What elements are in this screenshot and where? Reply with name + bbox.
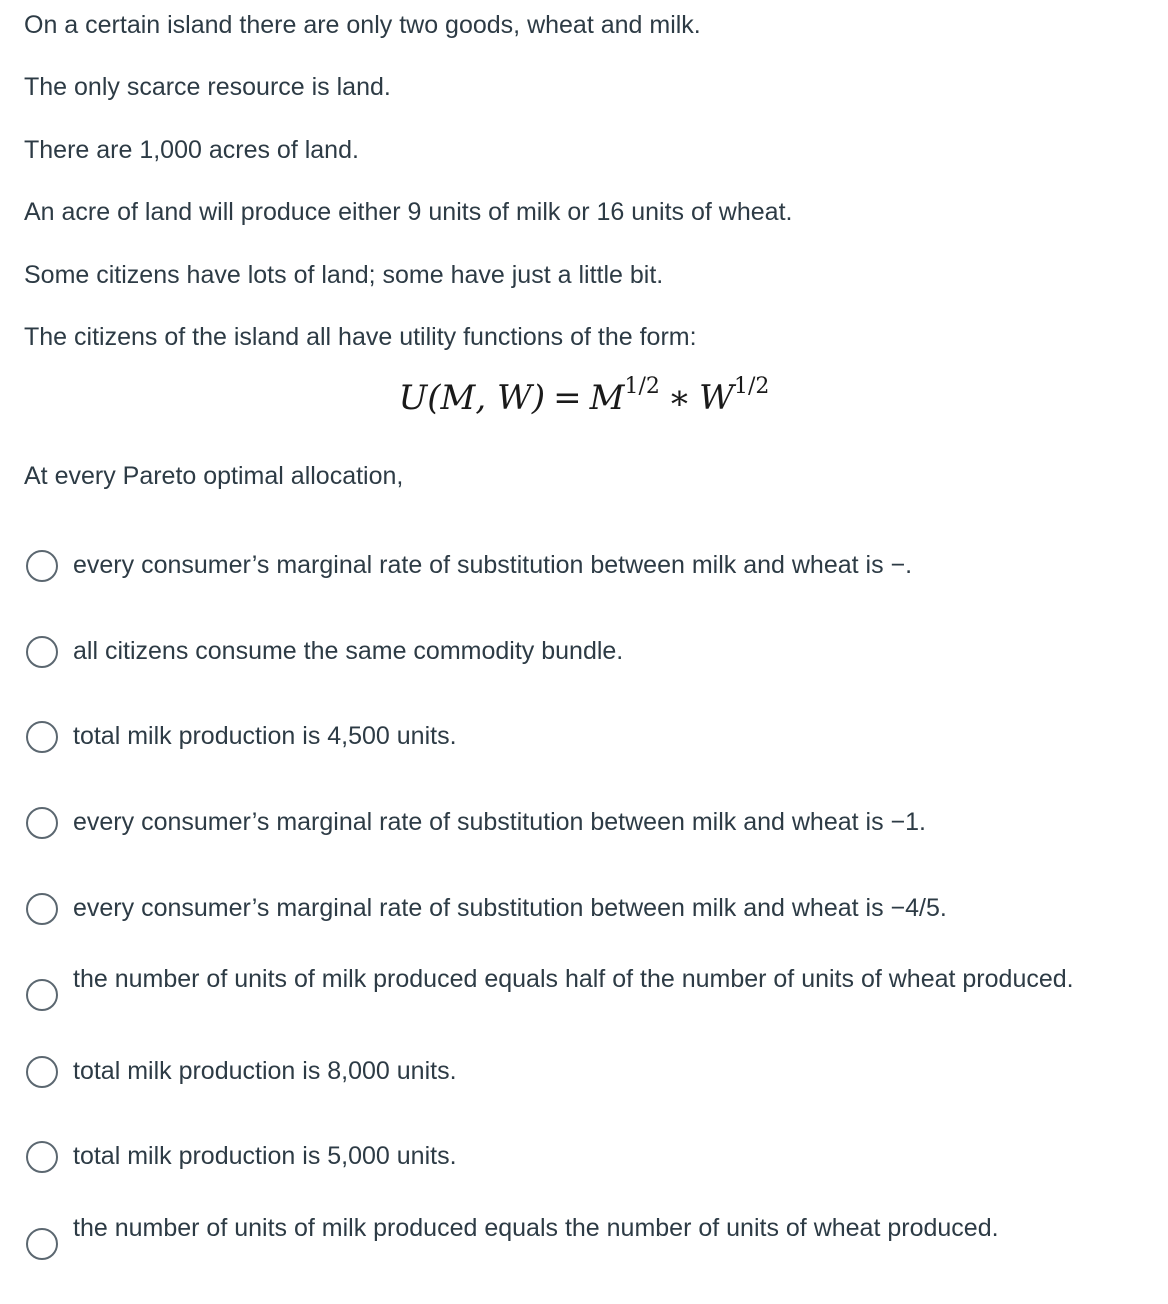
- formula-lhs: U(M, W): [398, 378, 546, 418]
- answer-option-8[interactable]: [26, 1139, 1116, 1173]
- formula-exponent-w: 1/2: [733, 374, 770, 399]
- question-paragraph: On a certain island there are only two goods, wheat and milk.: [24, 11, 701, 39]
- question-paragraph: The only scarce resource is land.: [24, 73, 391, 101]
- answer-label: total milk production is 4,500 units.: [73, 722, 457, 750]
- radio-button[interactable]: [26, 721, 58, 753]
- formula-base-w: W: [699, 378, 734, 418]
- answer-label: every consumer’s marginal rate of substitution between milk and wheat is −.: [73, 551, 913, 579]
- answer-label: the number of units of milk produced equals half of the number of units of wheat produced.: [73, 965, 1074, 993]
- question-paragraph: An acre of land will produce either 9 units of milk or 16 units of wheat.: [24, 198, 793, 226]
- radio-button[interactable]: [26, 1056, 58, 1088]
- question-paragraph: There are 1,000 acres of land.: [24, 136, 359, 164]
- radio-button[interactable]: [26, 807, 58, 839]
- answer-option-4[interactable]: [26, 805, 1116, 839]
- answer-option-2[interactable]: [26, 634, 1116, 668]
- radio-button[interactable]: [26, 636, 58, 668]
- answer-option-7[interactable]: [26, 1054, 1116, 1088]
- question-paragraph: Some citizens have lots of land; some have just a little bit.: [24, 261, 664, 289]
- answer-option-9[interactable]: [26, 1211, 1116, 1260]
- answer-label: the number of units of milk produced equals the number of units of wheat produced.: [73, 1214, 999, 1242]
- formula-equals: =: [553, 378, 582, 418]
- formula-base-m: M: [589, 378, 625, 418]
- radio-button[interactable]: [26, 1228, 58, 1260]
- answer-option-5[interactable]: [26, 891, 1116, 925]
- answer-option-6[interactable]: [26, 962, 1116, 1011]
- answer-label: total milk production is 5,000 units.: [73, 1142, 457, 1170]
- answer-label: every consumer’s marginal rate of substitution between milk and wheat is −1.: [73, 808, 926, 836]
- utility-formula: [0, 374, 1168, 418]
- question-prompt: At every Pareto optimal allocation,: [24, 462, 404, 490]
- radio-button[interactable]: [26, 550, 58, 582]
- formula-times: ∗: [667, 378, 692, 418]
- answer-label: every consumer’s marginal rate of substitution between milk and wheat is −4/5.: [73, 894, 947, 922]
- radio-button[interactable]: [26, 893, 58, 925]
- radio-button[interactable]: [26, 1141, 58, 1173]
- answer-option-3[interactable]: [26, 719, 1116, 753]
- question-paragraph: The citizens of the island all have utility functions of the form:: [24, 323, 697, 351]
- radio-button[interactable]: [26, 979, 58, 1011]
- answer-option-1[interactable]: [26, 548, 1116, 582]
- answer-label: total milk production is 8,000 units.: [73, 1057, 457, 1085]
- formula-exponent-m: 1/2: [624, 374, 660, 399]
- answer-label: all citizens consume the same commodity bundle.: [73, 637, 624, 665]
